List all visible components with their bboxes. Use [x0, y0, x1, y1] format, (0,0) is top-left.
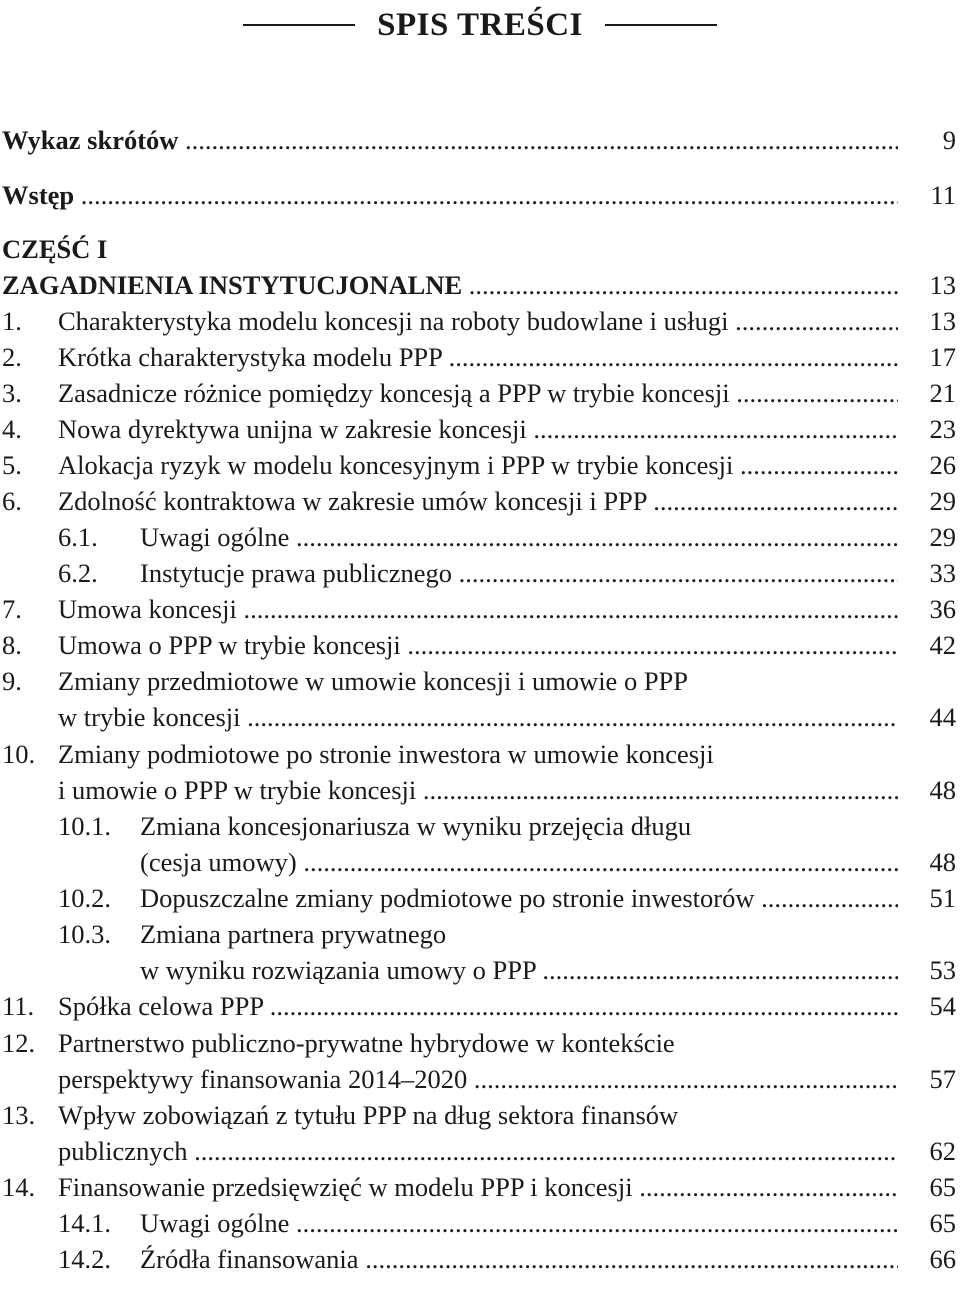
toc-entry-label: perspektywy finansowania 2014–2020 ..... — [58, 1061, 898, 1097]
toc-entry-label: ZAGADNIENIA INSTYTUCJONALNE ..... — [2, 267, 898, 303]
toc-entry-label: CZĘŚĆ I — [2, 234, 108, 264]
toc-entry-number: 5. — [2, 450, 22, 480]
toc-entry-label: Uwagi ogólne ..... — [140, 519, 898, 555]
toc-entry[interactable] — [0, 591, 960, 627]
toc-entry-label: publicznych ..... — [58, 1133, 898, 1169]
toc-entry-number: 10. — [2, 739, 36, 769]
toc-entry-page: 13 — [929, 306, 956, 336]
toc-entry-page: 13 — [929, 270, 956, 300]
toc-entry-label: Charakterystyka modelu koncesji na roboty budowlane i usługi ..... — [58, 303, 898, 339]
toc-entry-page: 57 — [929, 1064, 956, 1094]
toc-entry-number: 6. — [2, 486, 22, 516]
toc-entry-label: Instytucje prawa publicznego ..... — [140, 555, 898, 591]
toc-entry-page: 62 — [929, 1136, 956, 1166]
toc-entry[interactable] — [0, 952, 960, 988]
toc-entry-label: Wpływ zobowiązań z tytułu PPP na dług sektora finansów — [58, 1100, 679, 1130]
toc-entry-page: 54 — [929, 991, 956, 1021]
toc-entry[interactable] — [0, 375, 960, 411]
toc-entry[interactable] — [0, 519, 960, 555]
toc-entry-number: 10.2. — [58, 883, 111, 913]
toc-entry[interactable] — [0, 1025, 960, 1061]
toc-entry-label: i umowie o PPP w trybie koncesji ..... — [58, 772, 898, 808]
toc-entry-label: Wykaz skrótów ..... — [2, 122, 898, 158]
toc-entry-label: w wyniku rozwiązania umowy o PPP ..... — [140, 952, 898, 988]
toc-entry-label: Wstęp ..... — [2, 177, 898, 213]
toc-entry[interactable] — [0, 772, 960, 808]
toc-entry-label: Dopuszczalne zmiany podmiotowe po stronie inwestorów ..... — [140, 880, 898, 916]
toc-entry-page: 29 — [929, 522, 956, 552]
toc-entry[interactable] — [0, 483, 960, 519]
toc-entry-label: Zmiany przedmiotowe w umowie koncesji i umowie o PPP — [58, 666, 689, 696]
toc-entry-number: 4. — [2, 414, 22, 444]
toc-entry-label: Uwagi ogólne ..... — [140, 1205, 898, 1241]
toc-entry[interactable] — [0, 1061, 960, 1097]
toc-entry-page: 17 — [929, 342, 956, 372]
toc-entry-page: 48 — [929, 775, 956, 805]
toc-entry-label: w trybie koncesji ..... — [58, 699, 898, 735]
toc-entry-number: 10.1. — [58, 811, 111, 841]
toc-entry-label: Partnerstwo publiczno-prywatne hybrydowe w kontekście — [58, 1028, 675, 1058]
toc-entry[interactable] — [0, 411, 960, 447]
toc-entry-page: 33 — [929, 558, 956, 588]
toc-entry[interactable] — [0, 122, 960, 158]
toc-entry[interactable] — [0, 699, 960, 735]
toc-entry-page: 42 — [929, 630, 956, 660]
toc-entry[interactable] — [0, 736, 960, 772]
toc-entry-page: 36 — [929, 594, 956, 624]
toc-entry-number: 10.3. — [58, 919, 111, 949]
toc-entry-label: Zdolność kontraktowa w zakresie umów koncesji i PPP ..... — [58, 483, 898, 519]
page-title: SPIS TREŚCI — [377, 7, 583, 43]
toc-entry-number: 14.2. — [58, 1244, 111, 1274]
toc-entry[interactable] — [0, 1097, 960, 1133]
toc-entry-label: Źródła finansowania ..... — [140, 1241, 898, 1277]
toc-entry-label: Spółka celowa PPP ..... — [58, 988, 898, 1024]
toc-entry-page: 29 — [929, 486, 956, 516]
toc-entry-number: 13. — [2, 1100, 36, 1130]
toc-entry-page: 65 — [929, 1172, 956, 1202]
toc-entry[interactable] — [0, 303, 960, 339]
toc-entry-number: 14.1. — [58, 1208, 111, 1238]
toc-entry[interactable] — [0, 339, 960, 375]
toc-entry[interactable] — [0, 627, 960, 663]
toc-entry[interactable] — [0, 988, 960, 1024]
toc-entry[interactable] — [0, 1169, 960, 1205]
toc-entry-number: 2. — [2, 342, 22, 372]
toc-entry-page: 21 — [929, 378, 956, 408]
toc-entry-page: 65 — [929, 1208, 956, 1238]
toc-entry-page: 53 — [929, 955, 956, 985]
toc-entry-label: Zasadnicze różnice pomiędzy koncesją a PPP w trybie koncesji ..... — [58, 375, 898, 411]
toc-entry[interactable] — [0, 177, 960, 213]
toc-entry-number: 6.2. — [58, 558, 98, 588]
toc-entry[interactable] — [0, 231, 960, 267]
toc-entry-number: 6.1. — [58, 522, 98, 552]
toc-entry-number: 3. — [2, 378, 22, 408]
toc-entry-label: Umowa koncesji ..... — [58, 591, 898, 627]
toc-entry-label: Alokacja ryzyk w modelu koncesyjnym i PPP w trybie koncesji ..... — [58, 447, 898, 483]
toc-entry-page: 48 — [929, 847, 956, 877]
toc-entry-page: 51 — [929, 883, 956, 913]
toc-entry-label: Krótka charakterystyka modelu PPP ..... — [58, 339, 898, 375]
toc-entry[interactable] — [0, 663, 960, 699]
toc-entry-page: 11 — [930, 180, 956, 210]
toc-entry-number: 11. — [2, 991, 35, 1021]
toc-entry[interactable] — [0, 555, 960, 591]
toc-entry-label: (cesja umowy) ..... — [140, 844, 898, 880]
toc-entry-number: 1. — [2, 306, 22, 336]
toc-entry-number: 7. — [2, 594, 22, 624]
toc-entry-label: Zmiana koncesjonariusza w wyniku przejęcia długu — [140, 811, 692, 841]
toc-entry[interactable] — [0, 916, 960, 952]
toc-entry-label: Zmiany podmiotowe po stronie inwestora w umowie koncesji — [58, 739, 714, 769]
toc-entry-label: Zmiana partnera prywatnego — [140, 919, 447, 949]
toc-entry[interactable] — [0, 447, 960, 483]
toc-entry[interactable] — [0, 1241, 960, 1277]
toc-entry[interactable] — [0, 880, 960, 916]
toc-entry-label: Finansowanie przedsięwzięć w modelu PPP i koncesji ..... — [58, 1169, 898, 1205]
toc-entry-label: Umowa o PPP w trybie koncesji ..... — [58, 627, 898, 663]
toc-entry-number: 14. — [2, 1172, 36, 1202]
toc-entry-page: 26 — [929, 450, 956, 480]
toc-entry-page: 66 — [929, 1244, 956, 1274]
toc-entry-number: 9. — [2, 666, 22, 696]
toc-entry[interactable] — [0, 1205, 960, 1241]
toc-entry-page: 44 — [929, 702, 956, 732]
toc-entry[interactable] — [0, 1133, 960, 1169]
toc-entry-number: 12. — [2, 1028, 36, 1058]
toc-entry[interactable] — [0, 808, 960, 844]
toc-entry-page: 9 — [942, 125, 956, 155]
toc-entry-page: 23 — [929, 414, 956, 444]
toc-entry-number: 8. — [2, 630, 22, 660]
toc-entry[interactable] — [0, 267, 960, 303]
toc-entry-label: Nowa dyrektywa unijna w zakresie koncesji ..... — [58, 411, 898, 447]
toc-entry[interactable] — [0, 844, 960, 880]
